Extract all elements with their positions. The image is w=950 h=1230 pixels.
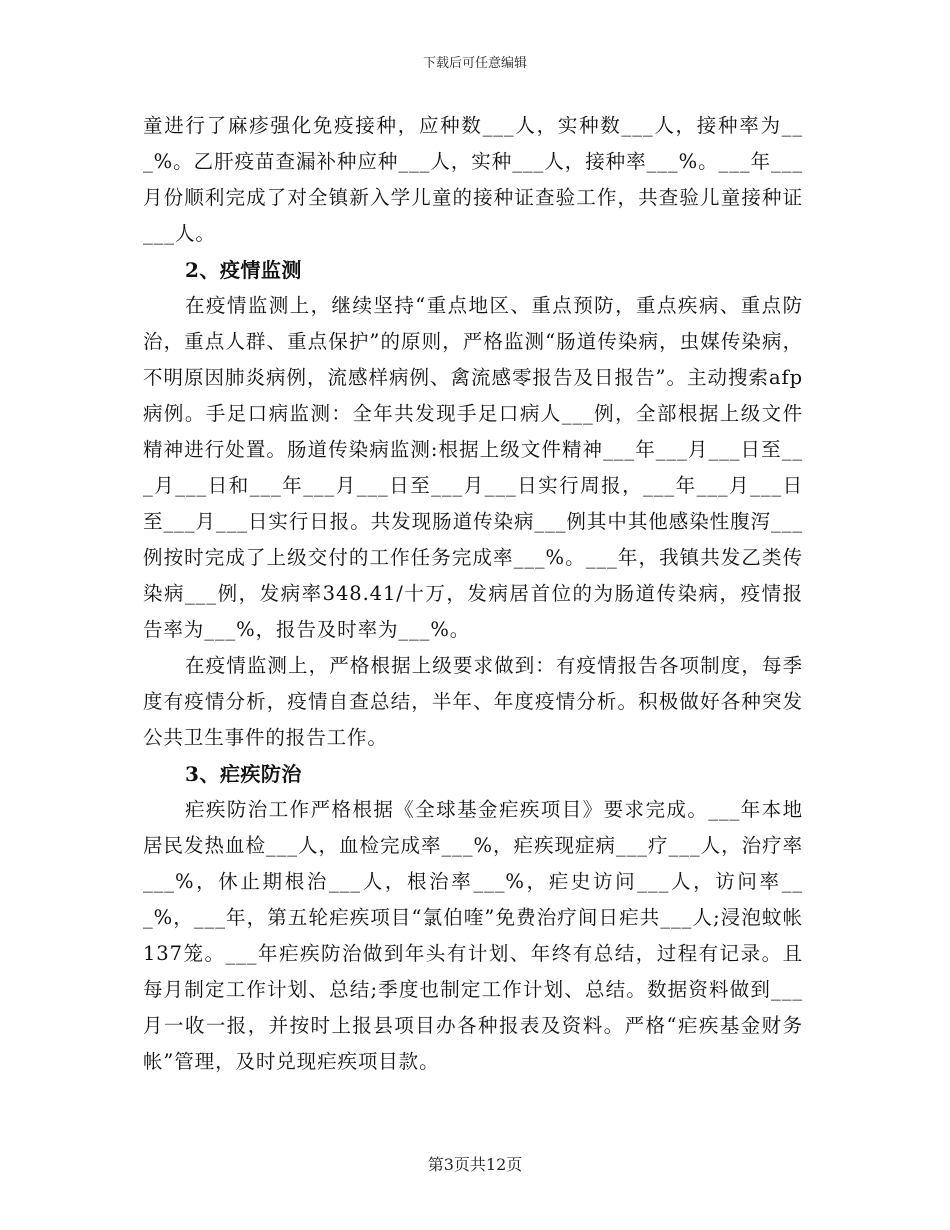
paragraph-epidemic-monitoring: 在疫情监测上，继续坚持“重点地区、重点预防，重点疾病、重点防治，重点人群、重点保护”的原则，严格监测“肠道传染病，虫媒传染病，不明原因肺炎病例，流感样病例、禽流感零报告及日报告”。主动搜索afp病例。手足口病监测：全年共发现手足口病人___例，全部根据上级文件精神进行处置。肠道传染病监测:根据上级文件精神___年___月___日至___月___日和___年___月___日至___月___日实行周报，___年___月___日至___月___日实行日报。共发现肠道传染病___例其中其他感染性腹泻___例按时完成了上级交付的工作任务完成率___%。___年，我镇共发乙类传染病___例，发病率348.41/十万，发病居首位的为肠道传染病，疫情报告率为___%，报告及时率为___%。 bbox=[143, 294, 803, 641]
document-body bbox=[143, 108, 803, 1080]
paragraph-malaria-control: 疟疾防治工作严格根据《全球基金疟疾项目》要求完成。___年本地居民发热血检___人，血检完成率___%，疟疾现症病___疗___人，治疗率___%，休止期根治___人，根治率___%，疟史访问___人，访问率___%，___年，第五轮疟疾项目“氯伯喹”免费治疗间日疟共___人;浸泡蚊帐137笼。___年疟疾防治做到年头有计划、年终有总结，过程有记录。且每月制定工作计划、总结;季度也制定工作计划、总结。数据资料做到___月一收一报，并按时上报县项目办各种报表及资料。严格“疟疾基金财务帐”管理，及时兑现疟疾项目款。 bbox=[143, 798, 803, 1073]
paragraph-vaccination-continued: 童进行了麻疹强化免疫接种，应种数___人，实种数___人，接种率为___%。乙肝疫苗查漏补种应种___人，实种___人，接种率___%。___年___月份顺利完成了对全镇新入学儿童的接种证查验工作，共查验儿童接种证___人。 bbox=[143, 114, 803, 245]
page-header: 下载后可任意编辑 bbox=[422, 56, 527, 71]
heading-malaria-control: 3、疟疾防治 bbox=[185, 762, 302, 786]
heading-epidemic-monitoring: 2、疫情监测 bbox=[185, 258, 302, 282]
paragraph-epidemic-reporting: 在疫情监测上，严格根据上级要求做到：有疫情报告各项制度，每季度有疫情分析，疫情自查总结，半年、年度疫情分析。积极做好各种突发公共卫生事件的报告工作。 bbox=[143, 654, 803, 749]
page-number: 第3页共12页 bbox=[427, 1155, 523, 1174]
